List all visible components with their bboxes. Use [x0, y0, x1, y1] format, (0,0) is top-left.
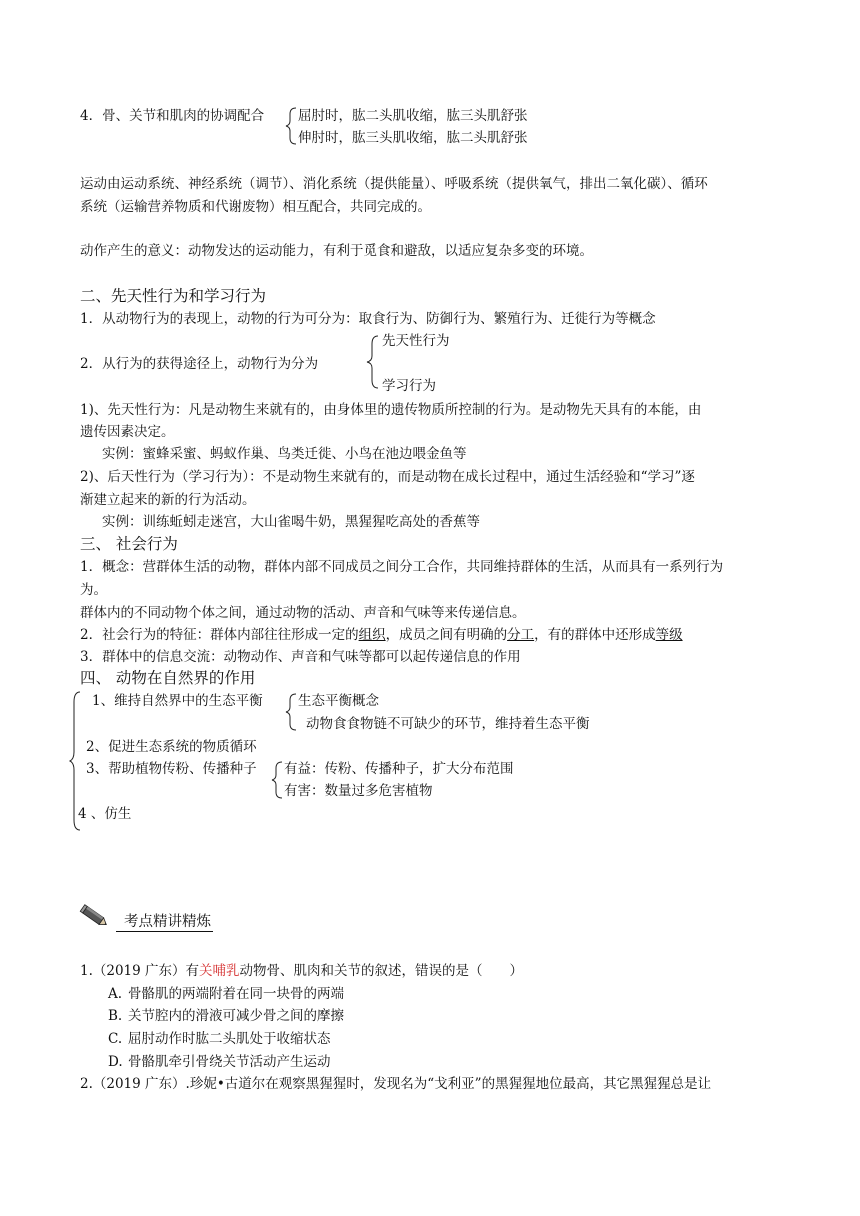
role-pollination: 3、帮助植物传粉、传播种子 [86, 761, 257, 777]
learned-definition-1: 2)、后天性行为（学习行为）：不是动物生来就有的，而是动物在成长过程中，通过生活经验和“学习”逐 [80, 469, 695, 485]
learned-examples: 实例：训练蚯蚓走迷宫，大山雀喝牛奶，黑猩猩吃高处的香蕉等 [102, 514, 480, 530]
pollination-harm: 有害：数量过多危害植物 [284, 783, 433, 799]
social-features-c: ，有的群体中还形成 [534, 627, 656, 643]
option-letter: A. [108, 986, 123, 1002]
section-title-innate-learned: 二、先天性行为和学习行为 [80, 287, 267, 305]
option-b[interactable] [108, 1007, 344, 1025]
learned-behavior: 学习行为 [382, 378, 436, 394]
option-text: 骨骼肌的两端附着在同一块骨的两端 [128, 986, 344, 1002]
q1-prefix: 1.（2019 广东）有 [80, 963, 200, 979]
option-letter: B. [108, 1008, 123, 1024]
keyword-hierarchy: 等级 [655, 627, 683, 643]
paragraph-systems-2: 系统（运输营养物质和代谢废物）相互配合，共同完成的。 [80, 199, 431, 215]
social-concept-2: 为。 [80, 582, 107, 598]
brace-icon [284, 692, 298, 732]
behavior-types: 1．从动物行为的表现上，动物的行为可分为：取食行为、防御行为、繁殖行为、迁徙行为等概念 [80, 311, 656, 327]
option-a[interactable] [108, 985, 344, 1003]
brace-icon [284, 106, 298, 146]
paragraph-systems-1: 运动由运动系统、神经系统（调节）、消化系统（提供能量）、呼吸系统（提供氧气，排出二氧化碳）、循环 [80, 176, 708, 192]
innate-behavior: 先天性行为 [382, 333, 450, 349]
social-concept-1: 1．概念：营群体生活的动物，群体内部不同成员之间分工合作，共同维持群体的生活，从而具有一系列行为 [80, 559, 724, 575]
exam-heading: 考点精讲精炼 [116, 913, 213, 932]
q1-suffix: 动物骨、肌肉和关节的叙述，错误的是（ ） [239, 963, 524, 979]
brace-icon [270, 760, 284, 800]
section-title-role: 四、 动物在自然界的作用 [80, 669, 256, 687]
option-d[interactable] [108, 1053, 331, 1071]
learned-definition-2: 渐建立起来的新的行为活动。 [80, 492, 256, 508]
role-bionics: 4 、仿生 [78, 806, 132, 822]
innate-definition-1: 1)、先天性行为：凡是动物生来就有的，由身体里的遗传物质所控制的行为。是动物先天具有的本能，由 [80, 402, 702, 418]
social-info-exchange: 3．群体中的信息交流：动物动作、声音和气味等都可以起传递信息的作用 [80, 649, 521, 665]
role-balance-concept: 生态平衡概念 [298, 693, 379, 709]
role-ecological-balance: 1、维持自然界中的生态平衡 [92, 693, 263, 709]
option-letter: D. [108, 1054, 123, 1070]
option-letter: C. [108, 1031, 123, 1047]
section-title-social: 三、 社会行为 [80, 535, 178, 553]
item4-label: 4．骨、关节和肌肉的协调配合 [80, 108, 265, 124]
pencil-icon [78, 901, 110, 931]
innate-examples: 实例：蜜蜂采蜜、蚂蚁作巢、鸟类迁徙、小鸟在池边喂金鱼等 [102, 446, 467, 462]
option-text: 骨骼肌牵引骨绕关节活动产生运动 [128, 1054, 331, 1070]
item4-extension: 伸肘时，肱三头肌收缩，肱二头肌舒张 [298, 130, 528, 146]
keyword-division: 分工 [507, 627, 535, 643]
social-communication-note: 群体内的不同动物个体之间，通过动物的活动、声音和气味等来传递信息。 [80, 605, 526, 621]
keyword-organization: 组织 [358, 627, 386, 643]
pollination-benefit: 有益：传粉、传播种子，扩大分布范围 [284, 761, 514, 777]
innate-definition-2: 遗传因素决定。 [80, 424, 175, 440]
question-2-stem: 2.（2019 广东）.珍妮•古道尔在观察黑猩猩时，发现名为“戈利亚”的黑猩猩地位最高，其它黑猩猩总是让 [80, 1076, 712, 1092]
item4-flexion: 屈肘时，肱二头肌收缩，肱三头肌舒张 [298, 108, 528, 124]
social-features [80, 626, 683, 644]
q1-highlight: 关哺乳 [199, 963, 240, 979]
social-features-b: ，成员之间有明确的 [385, 627, 508, 643]
option-text: 关节腔内的滑液可减少骨之间的摩擦 [128, 1008, 344, 1024]
behavior-acquisition-label: 2．从行为的获得途径上，动物行为分为 [80, 356, 319, 372]
social-features-a: 2．社会行为的特征：群体内部往往形成一定的 [80, 627, 359, 643]
option-text: 屈肘动作时肱二头肌处于收缩状态 [128, 1031, 331, 1047]
option-c[interactable] [108, 1030, 331, 1048]
brace-icon [364, 334, 380, 390]
question-1-stem [80, 962, 523, 980]
role-food-chain: 动物食食物链不可缺少的环节，维持着生态平衡 [306, 716, 590, 732]
role-material-cycle: 2、促进生态系统的物质循环 [86, 739, 257, 755]
paragraph-significance: 动作产生的意义：动物发达的运动能力，有利于觅食和避敌，以适应复杂多变的环境。 [80, 243, 593, 259]
